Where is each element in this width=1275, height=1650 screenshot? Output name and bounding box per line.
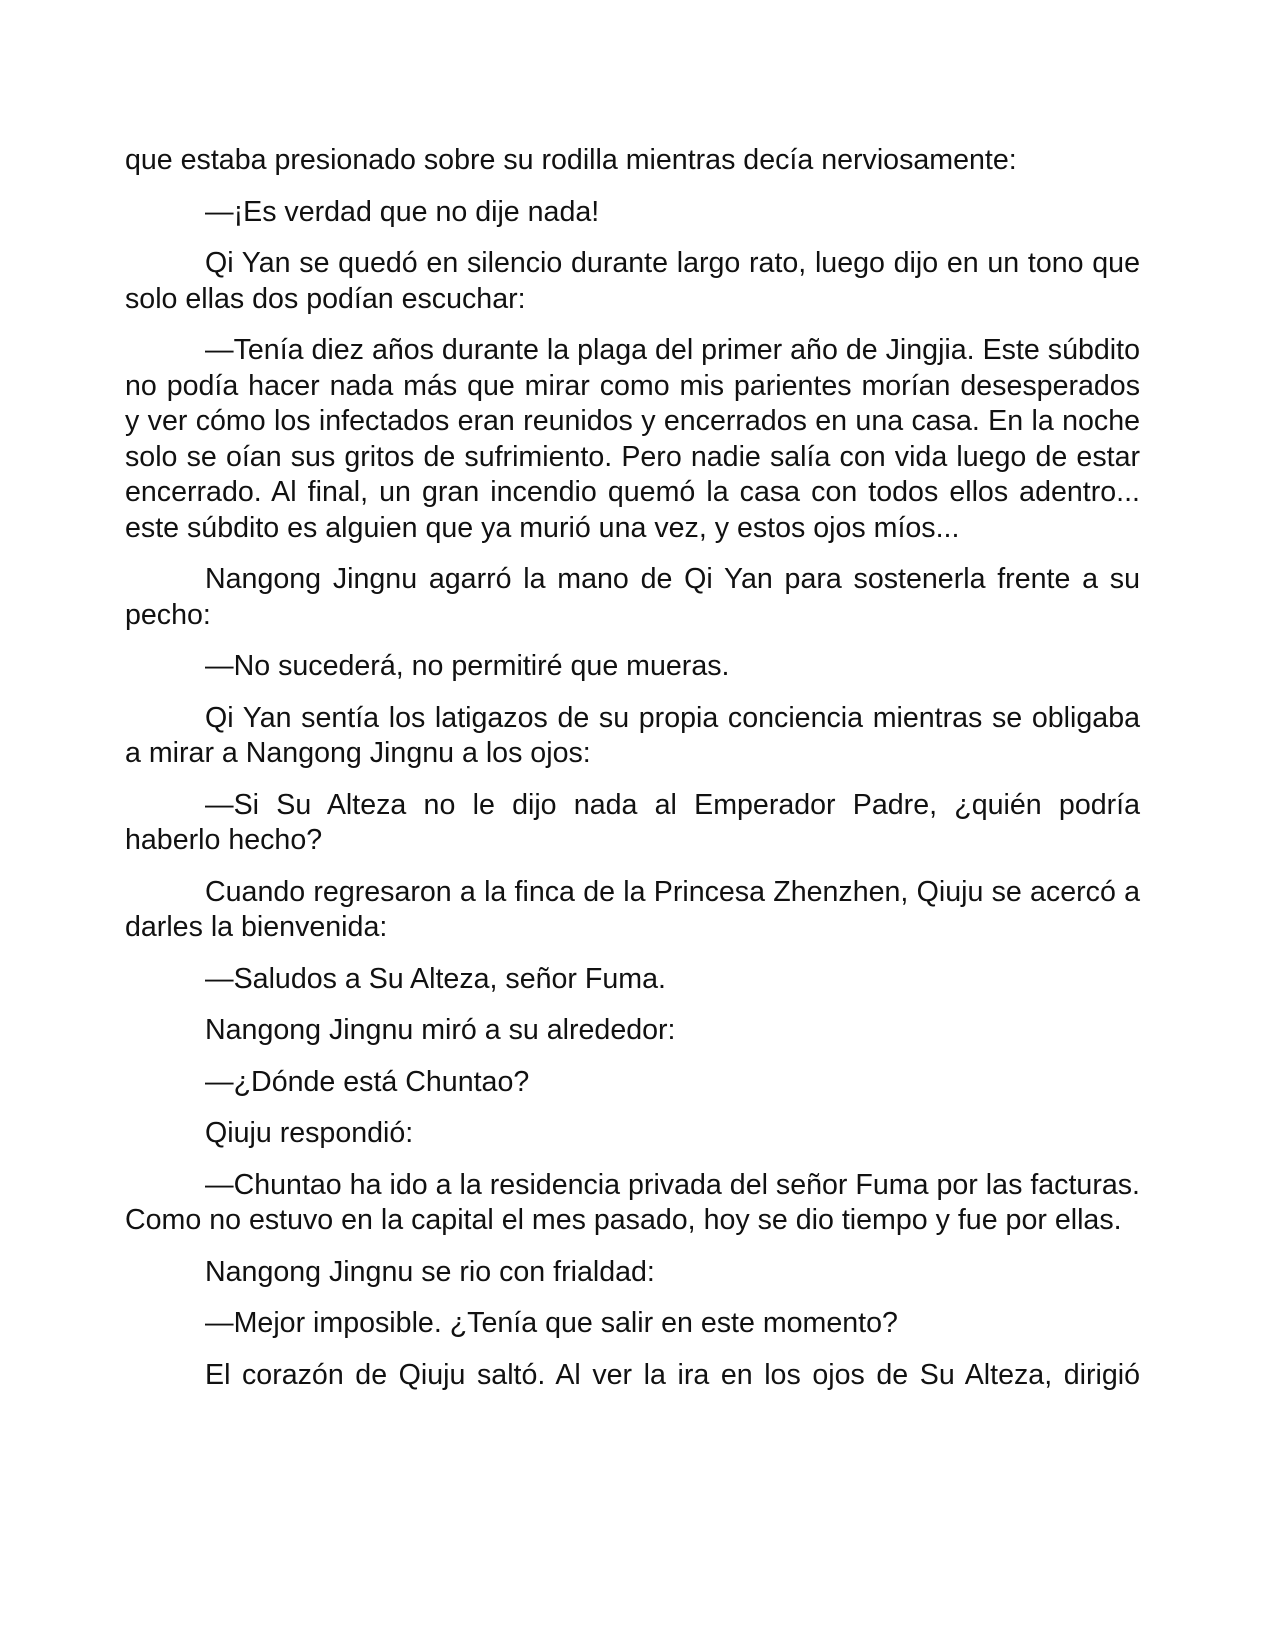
paragraph-continuation: que estaba presionado sobre su rodilla mientras decía nerviosamente: [125, 144, 1017, 176]
paragraph-dialogue: —Si Su Alteza no le dijo nada al Emperador Padre, ¿quién podría haberlo hecho? [125, 788, 1140, 856]
paragraph: Cuando regresaron a la finca de la Princesa Zhenzhen, Qiuju se acercó a darles la bienvenida: [125, 875, 1140, 943]
paragraph-dialogue: —Tenía diez años durante la plaga del primer año de Jingjia. Este súbdito no podía hacer nada más que mirar como mis parientes morían desesperados y ver cómo los infectados eran reunidos y encerrados en una casa. En la noche solo se oían sus gritos de sufrimiento. Pero nadie salía con vida luego de estar encerrado. Al final, un gran incendio quemó la casa con todos ellos adentro... este súbdito es alguien que ya murió una vez, y estos ojos míos... [125, 334, 1140, 544]
paragraph-dialogue: —Saludos a Su Alteza, señor Fuma. [205, 962, 666, 995]
paragraph: Qi Yan sentía los latigazos de su propia conciencia mientras se obligaba a mirar a Nangong Jingnu a los ojos: [125, 701, 1140, 769]
paragraph: Nangong Jingnu miró a su alrededor: [205, 1014, 676, 1046]
document-page [125, 143, 1140, 1393]
paragraph-dialogue: —No sucederá, no permitiré que mueras. [205, 650, 730, 682]
paragraph-continues: El corazón de Qiuju saltó. Al ver la ira en los ojos de Su Alteza, dirigió [205, 1358, 1140, 1391]
paragraph-dialogue: —¿Dónde está Chuntao? [205, 1065, 530, 1098]
paragraph: Qiuju respondió: [205, 1117, 414, 1149]
paragraph-dialogue: —Mejor imposible. ¿Tenía que salir en este momento? [205, 1307, 898, 1339]
paragraph: Qi Yan se quedó en silencio durante largo rato, luego dijo en un tono que solo ellas dos podían escuchar: [125, 247, 1140, 315]
paragraph-dialogue: —Chuntao ha ido a la residencia privada del señor Fuma por las facturas. Como no estuvo en la capital el mes pasado, hoy se dio tiempo y fue por ellas. [125, 1168, 1140, 1236]
paragraph: Nangong Jingnu agarró la mano de Qi Yan para sostenerla frente a su pecho: [125, 563, 1140, 631]
paragraph-dialogue: —¡Es verdad que no dije nada! [205, 195, 600, 228]
paragraph: Nangong Jingnu se rio con frialdad: [205, 1255, 655, 1288]
